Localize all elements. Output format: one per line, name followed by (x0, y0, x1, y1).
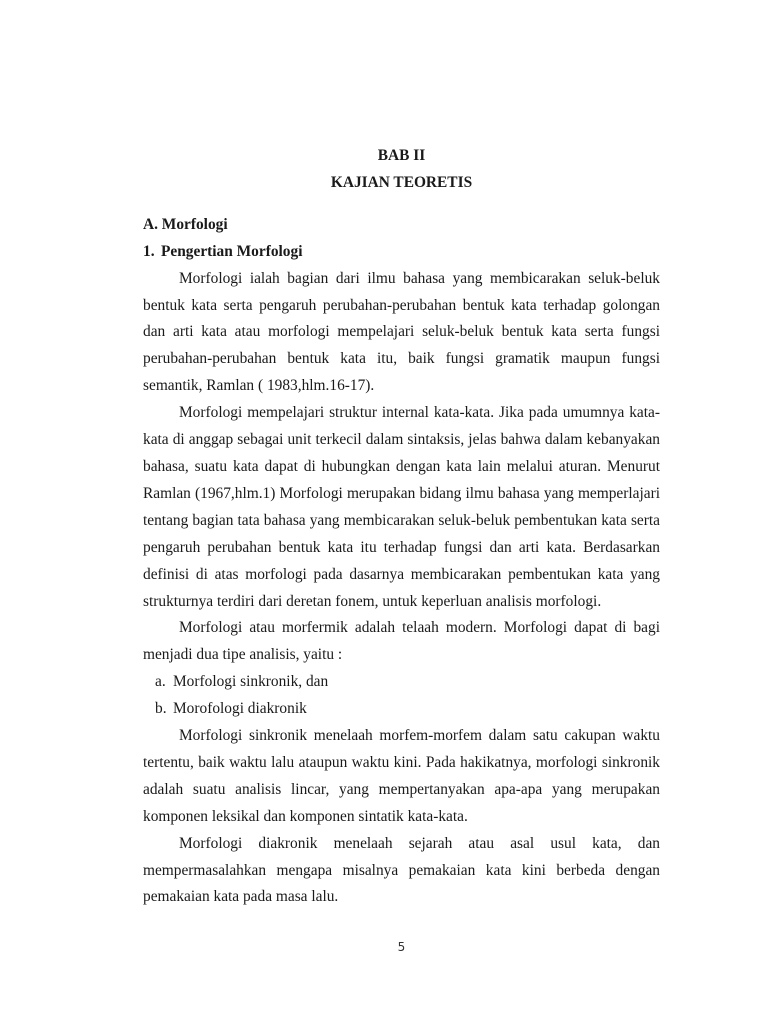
list-marker: a. (155, 673, 166, 691)
paragraph-5: Morfologi diakronik menelaah sejarah atau asal usul kata, dan mempermasalahkan mengapa misalnya pemakaian kata kini berbeda dengan pemakaian kata pada masa lalu. (143, 834, 660, 906)
document-page (143, 143, 660, 911)
paragraph-1: Morfologi ialah bagian dari ilmu bahasa yang membicarakan seluk-beluk bentuk kata serta pengaruh perubahan-perubahan bentuk kata terhadap golongan dan arti kata atau morfologi mempelajari seluk-beluk bentuk kata serta fungsi perubahan-perubahan bentuk kata itu, baik fungsi gramatik maupun fungsi semantik, Ramlan ( 1983,hlm.16-17). (143, 269, 660, 395)
page-number: 5 (397, 940, 406, 954)
subsection-number: 1. (143, 242, 155, 260)
analysis-type-list (143, 669, 660, 723)
chapter-label: BAB II (377, 147, 426, 164)
paragraph-4: Morfologi sinkronik menelaah morfem-morfem dalam satu cakupan waktu tertentu, baik waktu lalu ataupun waktu kini. Pada hakikatnya, morfologi sinkronik adalah suatu analisis lincar, yang mempertanyakan apa-apa yang merupakan komponen leksikal dan komponen sintatik kata-kata. (143, 727, 660, 825)
list-item-text: Morfologi sinkronik, dan (173, 673, 329, 691)
chapter-title: KAJIAN TEORETIS (330, 173, 473, 191)
subsection-title: Pengertian Morfologi (161, 242, 303, 260)
subsection-heading (143, 239, 660, 266)
paragraph-3: Morfologi atau morfermik adalah telaah modern. Morfologi dapat di bagi menjadi dua tipe analisis, yaitu : (143, 619, 660, 664)
list-marker: b. (155, 700, 167, 718)
section-heading: A. Morfologi (143, 215, 228, 233)
paragraph-2: Morfologi mempelajari struktur internal kata-kata. Jika pada umumnya kata-kata di anggap sebagai unit terkecil dalam sintaksis, jelas bahwa dalam kebanyakan bahasa, suatu kata dapat di hubungkan dengan kata lain melalui aturan. Menurut Ramlan (1967,hlm.1) Morfologi merupakan bidang ilmu bahasa yang memperlajari tentang bagian tata bahasa yang membicarakan seluk-beluk pembentukan kata serta pengaruh perubahan bentuk kata itu terhadap fungsi dan arti kata. Berdasarkan definisi di atas morfologi pada dasarnya membicarakan pembentukan kata yang strukturnya terdiri dari deretan fonem, untuk keperluan analisis morfologi. (143, 404, 660, 610)
list-item (143, 669, 660, 696)
list-item-text: Morofologi diakronik (173, 700, 307, 718)
list-item (143, 696, 660, 723)
